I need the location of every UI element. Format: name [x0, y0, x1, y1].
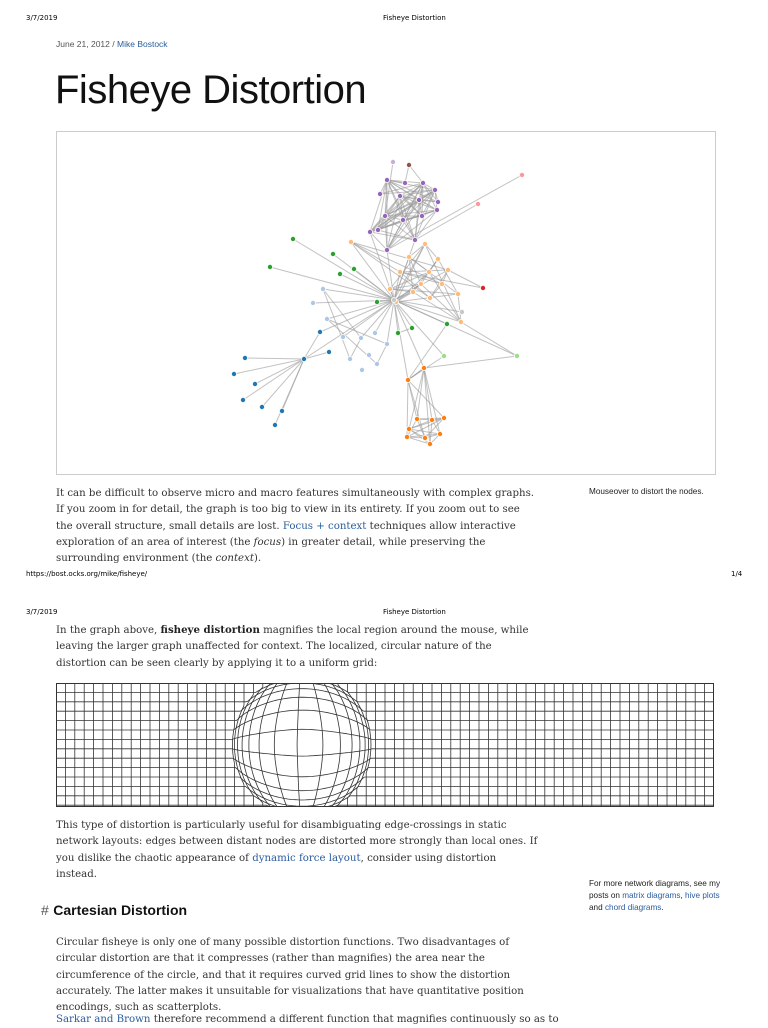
graph-link [293, 239, 394, 300]
graph-node[interactable] [458, 319, 463, 324]
graph-node[interactable] [252, 381, 257, 386]
grid-line [297, 683, 300, 807]
graph-node[interactable] [310, 300, 315, 305]
graph-node[interactable] [359, 367, 364, 372]
graph-node[interactable] [409, 325, 414, 330]
post-meta [56, 39, 168, 49]
graph-node[interactable] [455, 291, 460, 296]
graph-node[interactable] [320, 286, 325, 291]
matrix-diagrams-link[interactable]: matrix diagrams [622, 891, 681, 900]
graph-node[interactable] [387, 286, 392, 291]
graph-node[interactable] [439, 281, 444, 286]
graph-node[interactable] [382, 213, 387, 218]
graph-node[interactable] [519, 172, 524, 177]
grid-line [311, 683, 323, 807]
graph-link [270, 267, 394, 300]
graph-node[interactable] [337, 271, 342, 276]
fisheye-paragraph: In the graph above, fisheye distortion magnifies the local region around the mouse, while leaving the larger graph unaffected for context. The localized, circular nature of the distortion can be seen clearly by applying it to a uniform grid: [56, 624, 529, 669]
section-heading [41, 902, 187, 920]
section-title: Cartesian Distortion [53, 902, 188, 918]
graph-node[interactable] [326, 349, 331, 354]
graph-node[interactable] [330, 251, 335, 256]
graph-node[interactable] [358, 335, 363, 340]
graph-node[interactable] [437, 431, 442, 436]
graph-link [394, 300, 408, 380]
print-footer-page: 1/4 [731, 570, 743, 578]
graph-link [424, 356, 517, 368]
print-footer-url: https://bost.ocks.org/mike/fisheye/ [26, 570, 148, 578]
graph-node[interactable] [459, 309, 464, 314]
grid-lines [56, 683, 714, 807]
graph-link [415, 204, 478, 240]
graph-node[interactable] [412, 237, 417, 242]
graph-node[interactable] [432, 187, 437, 192]
graph-node[interactable] [405, 377, 410, 382]
graph-node[interactable] [416, 197, 421, 202]
graph-node[interactable] [374, 361, 379, 366]
graph-node[interactable] [384, 177, 389, 182]
graph-node[interactable] [367, 229, 372, 234]
graph-node[interactable] [441, 415, 446, 420]
graph-node[interactable] [420, 180, 425, 185]
graph-node[interactable] [377, 191, 382, 196]
graph-node[interactable] [372, 330, 377, 335]
network-diagrams-aside: For more network diagrams, see my posts on matrix diagrams, hive plots and chord diagrams. [589, 879, 721, 912]
graph-node[interactable] [400, 217, 405, 222]
graph-node[interactable] [414, 416, 419, 421]
graph-node[interactable] [301, 356, 306, 361]
graph-node[interactable] [429, 417, 434, 422]
graph-node[interactable] [397, 269, 402, 274]
graph-node[interactable] [422, 241, 427, 246]
graph-node[interactable] [279, 408, 284, 413]
graph-node[interactable] [421, 365, 426, 370]
fisheye-grid[interactable] [56, 683, 714, 807]
graph-node[interactable] [404, 434, 409, 439]
graph-node[interactable] [419, 213, 424, 218]
graph-link [377, 344, 387, 364]
print-header-date: 3/7/2019 [26, 14, 58, 22]
graph-node[interactable] [391, 297, 396, 302]
graph-node[interactable] [514, 353, 519, 358]
force-graph-figure[interactable] [56, 131, 716, 475]
graph-node[interactable] [340, 334, 345, 339]
edge-crossing-paragraph: This type of distortion is particularly useful for disambiguating edge-crossings in static network layouts: edges between distant nodes are distorted more strongly than local ones. If you dislike the chaotic appearance of dynamic force layout, consider using distortion instead. [56, 820, 538, 880]
cartesian-paragraph: Circular fisheye is only one of many possible distortion functions. Two disadvantages of circular distortion are that it compresses (rather than magnifies) the area near the circumference of the circle, and that it requires curved grid lines to show the distortion accurately. The latter makes it unsuitable for visualizations that have quantitative position encodings, such as scatterplots. [56, 937, 524, 1014]
graph-node[interactable] [480, 285, 485, 290]
graph-link [438, 259, 458, 294]
hive-plots-link[interactable]: hive plots [685, 891, 720, 900]
graph-node[interactable] [317, 329, 322, 334]
graph-node[interactable] [406, 254, 411, 259]
graph-node[interactable] [444, 321, 449, 326]
section-anchor-link[interactable]: # [41, 902, 49, 918]
graph-node[interactable] [445, 267, 450, 272]
graph-node[interactable] [351, 266, 356, 271]
graph-link [245, 358, 304, 359]
graph-node[interactable] [406, 162, 411, 167]
graph-link [461, 322, 517, 356]
graph-node[interactable] [395, 330, 400, 335]
graph-node[interactable] [259, 404, 264, 409]
graph-node[interactable] [324, 316, 329, 321]
meta-separator: / [112, 39, 115, 49]
graph-node[interactable] [290, 236, 295, 241]
graph-node[interactable] [366, 352, 371, 357]
graph-node[interactable] [384, 247, 389, 252]
graph-node[interactable] [422, 435, 427, 440]
grid-line [274, 683, 290, 807]
graph-link [304, 300, 394, 359]
graph-nodes[interactable] [231, 159, 524, 446]
intro-paragraph: It can be difficult to observe micro and macro features simultaneously with complex graphs. If you zoom in for detail, the graph is too big to view in its entirety. If you zoom out to see the overall structure, small details are lost. Focus + context techniques allow interactive exploration of an area of interest (the focus) in greater detail, while preserving the surrounding environment (the context). [56, 488, 535, 565]
graph-node[interactable] [348, 239, 353, 244]
graph-node[interactable] [267, 264, 272, 269]
graph-node[interactable] [434, 207, 439, 212]
graph-link [409, 165, 423, 183]
graph-node[interactable] [435, 199, 440, 204]
print-header-date-2: 3/7/2019 [26, 608, 58, 616]
graph-node[interactable] [384, 341, 389, 346]
side-note: Mouseover to distort the nodes. [589, 487, 704, 496]
author-link[interactable]: Mike Bostock [117, 39, 168, 49]
graph-node[interactable] [426, 269, 431, 274]
post-date: June 21, 2012 [56, 39, 110, 49]
graph-link [327, 319, 387, 344]
graph-node[interactable] [418, 281, 423, 286]
graph-link [255, 359, 304, 384]
graph-node[interactable] [242, 355, 247, 360]
graph-node[interactable] [410, 289, 415, 294]
graph-node[interactable] [374, 299, 379, 304]
print-header-title: Fisheye Distortion [383, 14, 446, 22]
sarkar-brown-link[interactable]: Sarkar and Brown [56, 1014, 151, 1025]
graph-node[interactable] [406, 426, 411, 431]
distorted-grid-figure[interactable] [56, 683, 714, 807]
force-layout-link[interactable]: dynamic force layout [252, 852, 361, 864]
graph-link [408, 324, 447, 380]
sarkar-paragraph: Sarkar and Brown therefore recommend a different function that magnifies continuously so as to [56, 1014, 559, 1025]
focus-context-link[interactable]: Focus + context [282, 520, 367, 532]
graph-link [400, 270, 448, 272]
graph-link [327, 300, 394, 319]
grid-line [259, 683, 280, 807]
graph-node[interactable] [475, 201, 480, 206]
graph-node[interactable] [375, 227, 380, 232]
page-title: Fisheye Distortion [55, 68, 367, 112]
graph-node[interactable] [272, 422, 277, 427]
graph-node[interactable] [397, 193, 402, 198]
force-graph[interactable] [57, 132, 715, 474]
graph-node[interactable] [427, 295, 432, 300]
graph-node[interactable] [240, 397, 245, 402]
graph-node[interactable] [390, 159, 395, 164]
chord-diagrams-link[interactable]: chord diagrams [604, 903, 662, 912]
graph-node[interactable] [441, 353, 446, 358]
graph-link [323, 289, 350, 359]
graph-node[interactable] [347, 356, 352, 361]
graph-node[interactable] [427, 441, 432, 446]
print-header-title-2: Fisheye Distortion [383, 608, 446, 616]
graph-node[interactable] [402, 180, 407, 185]
graph-node[interactable] [435, 256, 440, 261]
graph-node[interactable] [231, 371, 236, 376]
